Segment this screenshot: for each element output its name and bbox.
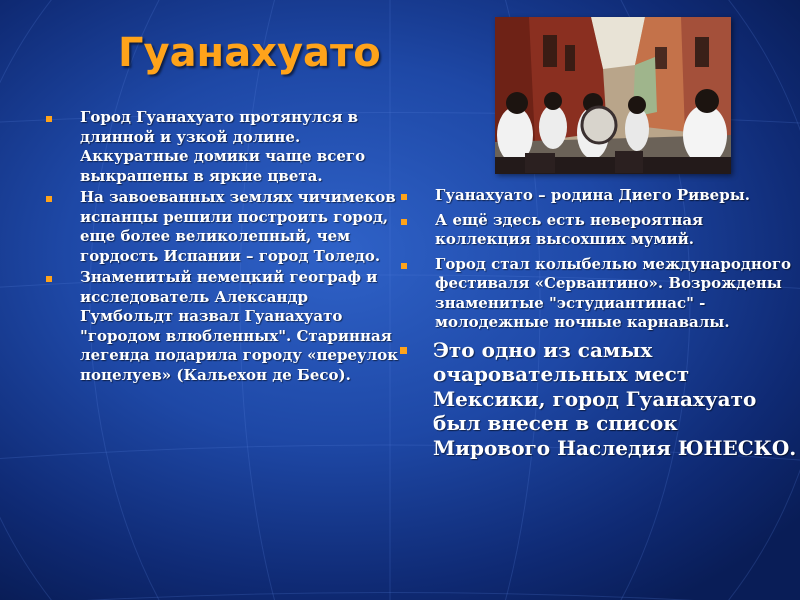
left-bullet-list [30,108,400,387]
right-bullet-list [385,186,797,465]
right-bullet-3-text: Город стал колыбелью международного фестиваля «Сервантино». Возрождены знаменитые "эстудиантинас" - молодежные ночные карнавалы. [435,254,792,331]
right-bullet-1 [385,186,797,206]
slide-title: Гуанахуато [118,30,381,76]
square-bullet-icon [401,263,407,269]
left-bullet-1 [30,108,400,186]
right-bullet-1-text: Гуанахуато – родина Диего Риверы. [435,186,750,204]
square-bullet-icon [46,196,52,202]
right-bullet-3 [385,255,797,333]
left-bullet-2-text: На завоеванных землях чичимеков испанцы решили построить город, еще более великолепный, чем гордость Испании – город Толедо. [80,188,396,265]
right-bullet-2-text: А ещё здесь есть невероятная коллекция высохших мумий. [435,210,704,248]
right-bullet-4 [385,338,797,461]
right-bullet-4-text: Это одно из самых очаровательных мест Мексики, город Гуанахуато был внесен в список Мирового Наследия ЮНЕСКО. [433,337,797,460]
left-bullet-2 [30,188,400,266]
square-bullet-icon [46,276,52,282]
left-bullet-3-text: Знаменитый немецкий географ и исследователь Александр Гумбольдт назвал Гуанахуато "городом влюбленных". Старинная легенда подарила городу «переулок поцелуев» (Кальехон де Бесо). [80,268,399,384]
left-bullet-1-text: Город Гуанахуато протянулся в длинной и узкой долине. Аккуратные домики чаще всего выкрашены в яркие цвета. [80,108,366,185]
square-bullet-icon [401,194,407,200]
street-parade-photo [495,17,731,174]
square-bullet-icon [401,219,407,225]
square-bullet-icon [46,116,52,122]
square-bullet-icon [400,347,407,354]
left-bullet-3 [30,268,400,385]
right-bullet-2 [385,211,797,250]
